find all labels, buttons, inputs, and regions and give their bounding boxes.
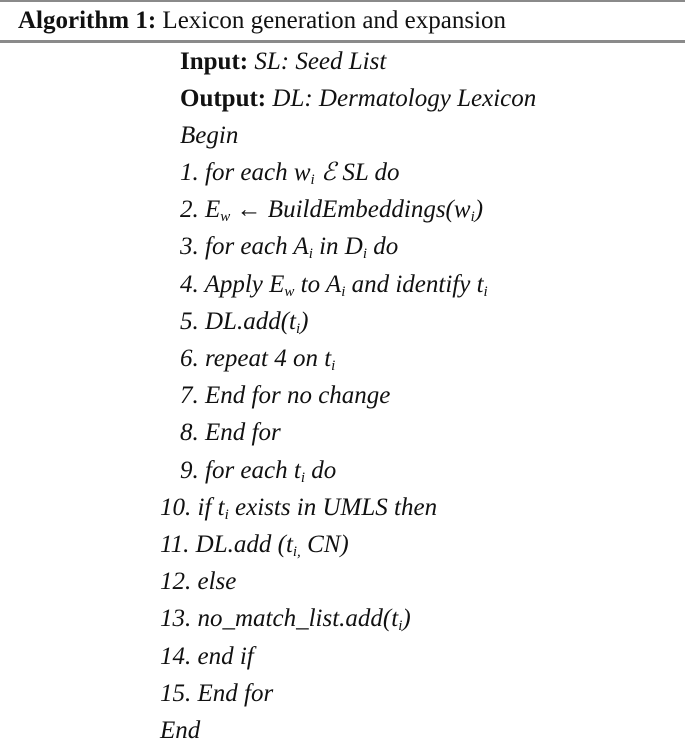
- step-number: 13.: [160, 605, 198, 633]
- step-number: 2.: [180, 196, 205, 224]
- algorithm-step: [180, 343, 335, 375]
- step-number: 1.: [180, 159, 205, 186]
- step-text: and identify t: [345, 270, 484, 298]
- step-number: 11.: [160, 531, 196, 558]
- step-number: 14.: [160, 642, 198, 670]
- algorithm-header: [18, 4, 506, 38]
- step-text: ): [402, 605, 411, 633]
- step-text: for each w: [205, 159, 311, 186]
- algorithm-step: [180, 231, 398, 263]
- header-rule: [0, 40, 685, 43]
- step-subscript: i: [470, 209, 475, 226]
- step-text: do: [305, 456, 337, 484]
- step-subscript: i: [300, 469, 305, 486]
- algorithm-step: [180, 380, 390, 412]
- step-text: ℰ SL do: [314, 159, 400, 186]
- step-number: 9.: [180, 456, 205, 484]
- top-rule: [0, 0, 685, 2]
- algorithm-step: [180, 455, 336, 487]
- step-subscript: i,: [292, 544, 301, 560]
- step-subscript: w: [220, 209, 231, 226]
- input-label: Input:: [180, 48, 249, 75]
- algorithm-step: [160, 678, 273, 710]
- algorithm-step: [180, 194, 483, 226]
- step-subscript: i: [341, 283, 346, 300]
- step-text: DL.add (t: [195, 531, 293, 558]
- step-number: 15.: [160, 679, 198, 707]
- step-text: end if: [197, 642, 254, 670]
- step-number: 6.: [180, 345, 205, 372]
- step-text: do: [367, 233, 399, 261]
- algorithm-title: Lexicon generation and expansion: [156, 7, 507, 34]
- step-text: E: [205, 196, 221, 224]
- step-text: no_match_list.add(t: [197, 605, 399, 633]
- algorithm-step: [160, 641, 254, 673]
- step-text: in D: [312, 233, 363, 261]
- step-text: CN): [300, 531, 349, 558]
- step-text: exists in UMLS then: [228, 493, 438, 521]
- step-subscript: i: [224, 506, 229, 523]
- step-number: 4.: [180, 270, 205, 298]
- step-text: ← BuildEmbeddings(w: [230, 196, 471, 224]
- step-text: for each A: [205, 233, 309, 261]
- algorithm-step: [180, 269, 488, 301]
- output-label: Output:: [180, 85, 267, 112]
- output-value: DL: Dermatology Lexicon: [266, 85, 537, 112]
- step-number: 3.: [180, 233, 205, 261]
- step-subscript: w: [284, 283, 295, 300]
- algorithm-label: Algorithm 1:: [18, 7, 157, 34]
- step-text: DL.add(t: [205, 307, 296, 335]
- step-subscript: i: [398, 618, 403, 635]
- step-text: Apply E: [204, 270, 285, 298]
- output-line: [180, 83, 536, 115]
- input-value: SL: Seed List: [248, 48, 387, 75]
- step-number: 8.: [180, 419, 205, 447]
- algorithm-step: [160, 566, 236, 598]
- algorithm-step: [160, 529, 349, 561]
- algorithm-step: [180, 157, 400, 189]
- step-subscript: i: [362, 246, 368, 263]
- algorithm-step: [180, 417, 281, 449]
- begin-line: Begin: [180, 122, 239, 149]
- algorithm-step: [160, 492, 437, 524]
- step-subscript: i: [331, 358, 336, 374]
- step-number: 5.: [180, 307, 205, 335]
- step-text: else: [197, 568, 237, 596]
- step-number: 7.: [180, 382, 205, 410]
- step-text: End for no change: [205, 382, 391, 410]
- step-subscript: i: [310, 172, 315, 188]
- step-text: End for: [205, 419, 281, 447]
- input-line: [180, 46, 386, 78]
- algorithm-step: [180, 306, 308, 338]
- step-subscript: i: [308, 246, 313, 263]
- step-subscript: i: [295, 320, 301, 337]
- step-text: repeat 4 on t: [205, 345, 332, 372]
- step-text: ): [300, 307, 309, 335]
- step-number: 12.: [160, 568, 198, 596]
- step-text: ): [474, 196, 484, 224]
- step-text: for each t: [205, 456, 301, 484]
- step-text: to A: [294, 270, 342, 298]
- algorithm-step: [160, 603, 411, 635]
- step-number: 10.: [160, 493, 198, 521]
- step-text: if t: [197, 493, 225, 521]
- step-subscript: i: [483, 283, 488, 300]
- step-text: End for: [197, 679, 274, 707]
- end-line: End: [160, 717, 201, 744]
